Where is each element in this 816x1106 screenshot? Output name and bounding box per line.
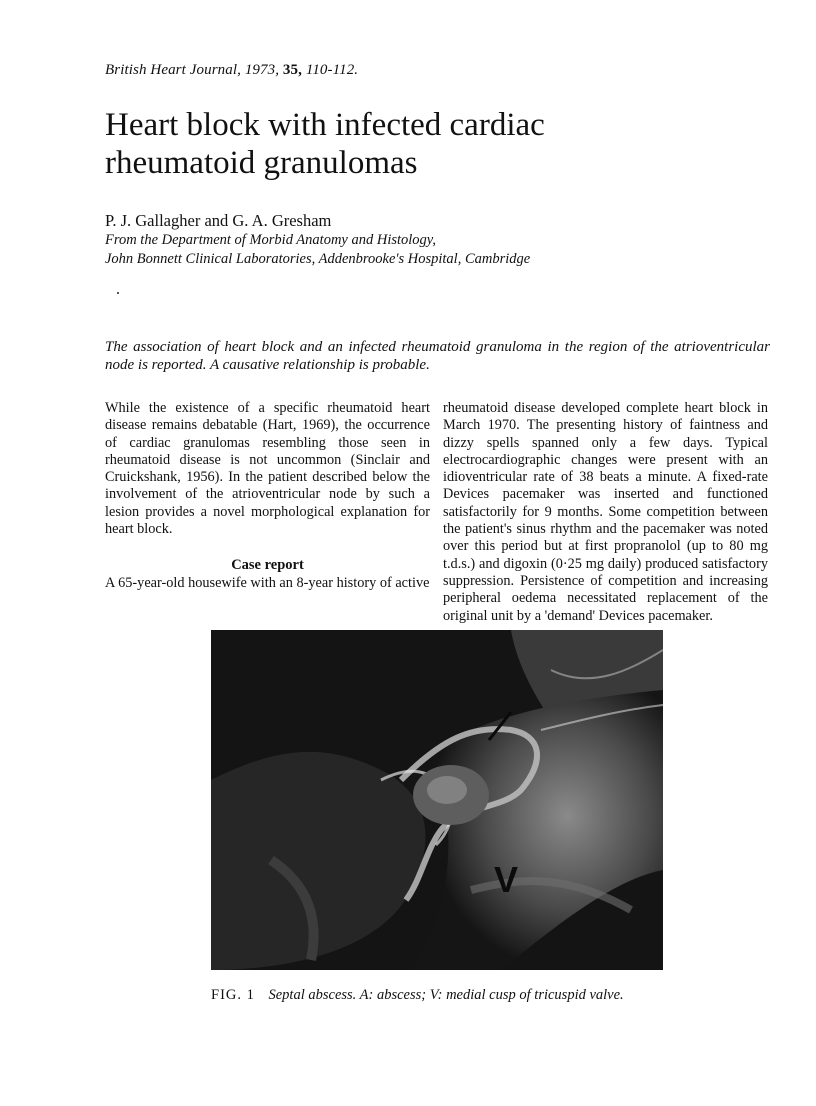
case-report-start: A 65-year-old housewife with an 8-year history of active [105,574,430,591]
affiliation [105,231,530,269]
figure-label-v: V [494,859,519,900]
article-title: Heart block with infected cardiac rheumatoid granulomas [105,107,545,181]
figure-photograph [211,630,663,970]
right-column [443,400,768,625]
affiliation-line-1: From the Department of Morbid Anatomy and Histology, [105,232,437,248]
case-report-heading: Case report [231,557,304,574]
journal-citation [105,62,358,79]
abstract: The association of heart block and an infected rheumatoid granuloma in the region of the atrioventricular node is reported. A causative relationship is probable. [105,339,770,373]
photograph-illustration [211,630,663,970]
authors: P. J. Gallagher and G. A. Gresham [105,211,332,230]
figure-caption [211,987,671,1004]
figure-caption-label: FIG. 1 [211,987,255,1003]
journal-volume: 35, [282,62,302,78]
journal-name: British Heart Journal, [105,62,241,78]
affiliation-line-2: John Bonnett Clinical Laboratories, Addenbrooke's Hospital, Cambridge [105,251,531,267]
intro-paragraph: While the existence of a specific rheumatoid heart disease remains debatable (Hart, 1969), the occurrence of cardiac granulomas resembling those seen in rheumatoid disease is not uncommon (Sinclair and Cruickshank, 1956). In the patient described below the involvement of the atrioventricular node by such a lesion provides a novel morphological explanation for heart block. [105,400,430,538]
journal-year: 1973, [244,62,280,78]
journal-pages: 110-112. [305,62,359,78]
case-report-continued: rheumatoid disease developed complete heart block in March 1970. The presenting history of faintness and dizzy spells spanned only a few days. Typical electrocardiographic changes were present with an idioventricular rate of 38 beats a minute. A fixed-rate Devices pacemaker was inserted and functioned satisfactorily for 9 months. Some competition between the patient's sinus rhythm and the pacemaker was noted over this period but at first propranolol (up to 80 mg t.d.s.) and digoxin (0·25 mg daily) produced satisfactory suppression. Persistence of competition and increasing peripheral oedema necessitated replacement of the original unit by a 'demand' Devices pacemaker. [443,400,768,624]
speck [117,292,119,294]
left-column [105,400,430,592]
figure-caption-text: Septal abscess. A: abscess; V: medial cusp of tricuspid valve. [268,987,624,1003]
